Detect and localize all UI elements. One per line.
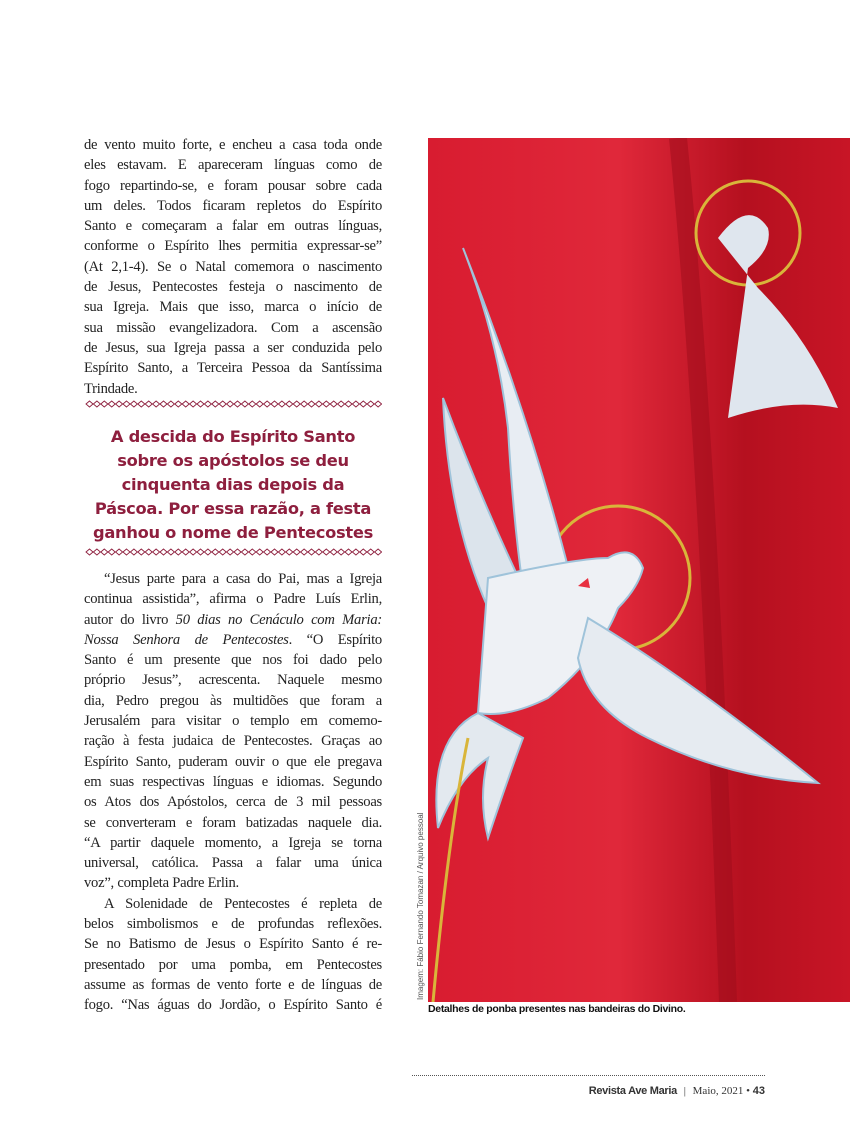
- text-line: ração à festa judaica de Pentecostes. Graças ao: [84, 733, 382, 750]
- pull-quote-line: Páscoa. Por essa razão, a festa: [94, 499, 372, 518]
- book-title: 50 dias no Cenáculo com Maria:: [175, 611, 382, 628]
- text-line: belos simbolismos e de profundas reflexões.: [84, 916, 382, 933]
- text-line: fogo. “Nas águas do Jordão, o Espírito Santo é: [84, 997, 382, 1014]
- column-2-text: [84, 569, 382, 1016]
- issue-date: Maio, 2021: [692, 1085, 744, 1097]
- photo-credit: Imagem: Fábio Fernando Tomazan / Arquivo pessoal: [416, 812, 425, 1000]
- ornamental-divider-bottom: [84, 547, 382, 557]
- text-line: Trindade.: [84, 380, 138, 397]
- page-number: 43: [752, 1085, 765, 1097]
- dove-banner-photo: [428, 138, 850, 1002]
- text-line: de Jesus, Pentecostes festeja o nascimento de: [84, 279, 382, 296]
- ornamental-divider-top: [84, 399, 382, 409]
- text-line: A Solenidade de Pentecostes é repleta de: [104, 895, 382, 912]
- text-line: conforme o Espírito lhes permitia expressar-se”: [84, 238, 382, 255]
- text-line: Se no Batismo de Jesus o Espírito Santo é re-: [84, 936, 382, 953]
- text-line: dia, Pedro pregou às multidões que foram a: [84, 692, 382, 709]
- text-line: Santo é um presente que nos foi dado pelo: [84, 652, 382, 669]
- text-line: (At 2,1-4). Se o Natal comemora o nascimento: [84, 258, 382, 275]
- text-line: um deles. Todos ficaram repletos do Espírito: [84, 197, 382, 214]
- magazine-name: Revista Ave Maria: [588, 1085, 677, 1097]
- text-line: Espírito Santo, a Terceira Pessoa da Santíssima: [84, 360, 382, 377]
- pull-quote-line: ganhou o nome de Pentecostes: [93, 523, 373, 542]
- text-line: se converteram e foram batizadas naquele dia.: [84, 814, 382, 831]
- footer-rule: [412, 1075, 765, 1076]
- text-line: Santo e começaram a falar em outras línguas,: [84, 218, 382, 235]
- text-line: [84, 630, 382, 650]
- pull-quote-line: sobre os apóstolos se deu: [117, 451, 349, 470]
- text-line: [84, 610, 382, 630]
- photo-caption: Detalhes de ponba presentes nas bandeiras do Divino.: [428, 1003, 686, 1015]
- text-line: presentado por uma pomba, em Pentecostes: [84, 956, 382, 973]
- text-segment: autor do livro: [84, 611, 176, 628]
- text-line: próprio Jesus”, acrescenta. Naquele mesmo: [84, 672, 382, 689]
- pull-quote-line: cinquenta dias depois da: [121, 475, 345, 494]
- pull-quote-line: A descida do Espírito Santo: [110, 427, 356, 446]
- text-line: de vento muito forte, e encheu a casa toda onde: [84, 137, 382, 153]
- text-segment: . “O Espírito: [288, 631, 382, 648]
- text-line: Espírito Santo, puderam ouvir o que ele pregava: [84, 753, 382, 770]
- text-line: sua missão evangelizadora. Com a ascensão: [84, 319, 382, 336]
- text-line: fogo repartindo-se, e foram pousar sobre cada: [84, 177, 382, 194]
- text-line: em suas respectivas línguas e idiomas. Segundo: [84, 773, 382, 790]
- page-footer: [589, 1085, 765, 1097]
- text-line: universal, católica. Passa a falar uma única: [84, 855, 382, 872]
- pull-quote: [84, 425, 382, 545]
- text-line: “Jesus parte para a casa do Pai, mas a Igreja: [104, 571, 382, 587]
- text-line: “A partir daquele momento, a Igreja se torna: [84, 834, 382, 851]
- text-line: sua Igreja. Mais que isso, marca o início de: [84, 299, 382, 316]
- bullet: •: [746, 1085, 750, 1097]
- text-line: assume as formas de vento forte e de línguas de: [84, 976, 382, 993]
- column-1-text: [84, 135, 382, 399]
- text-line: continua assistida”, afirma o Padre Luís Erlin,: [84, 591, 382, 608]
- text-line: Jerusalém para visitar o templo em comemo-: [84, 713, 382, 730]
- text-line: os Atos dos Apóstolos, cerca de 3 mil pessoas: [84, 794, 382, 811]
- text-line: eles estavam. E apareceram línguas como de: [84, 157, 382, 174]
- text-line: de Jesus, sua Igreja passa a ser conduzida pelo: [84, 339, 382, 356]
- text-line: voz”, completa Padre Erlin.: [84, 875, 239, 892]
- book-title: Nossa Senhora de Pentecostes: [84, 631, 289, 648]
- separator: |: [683, 1085, 686, 1097]
